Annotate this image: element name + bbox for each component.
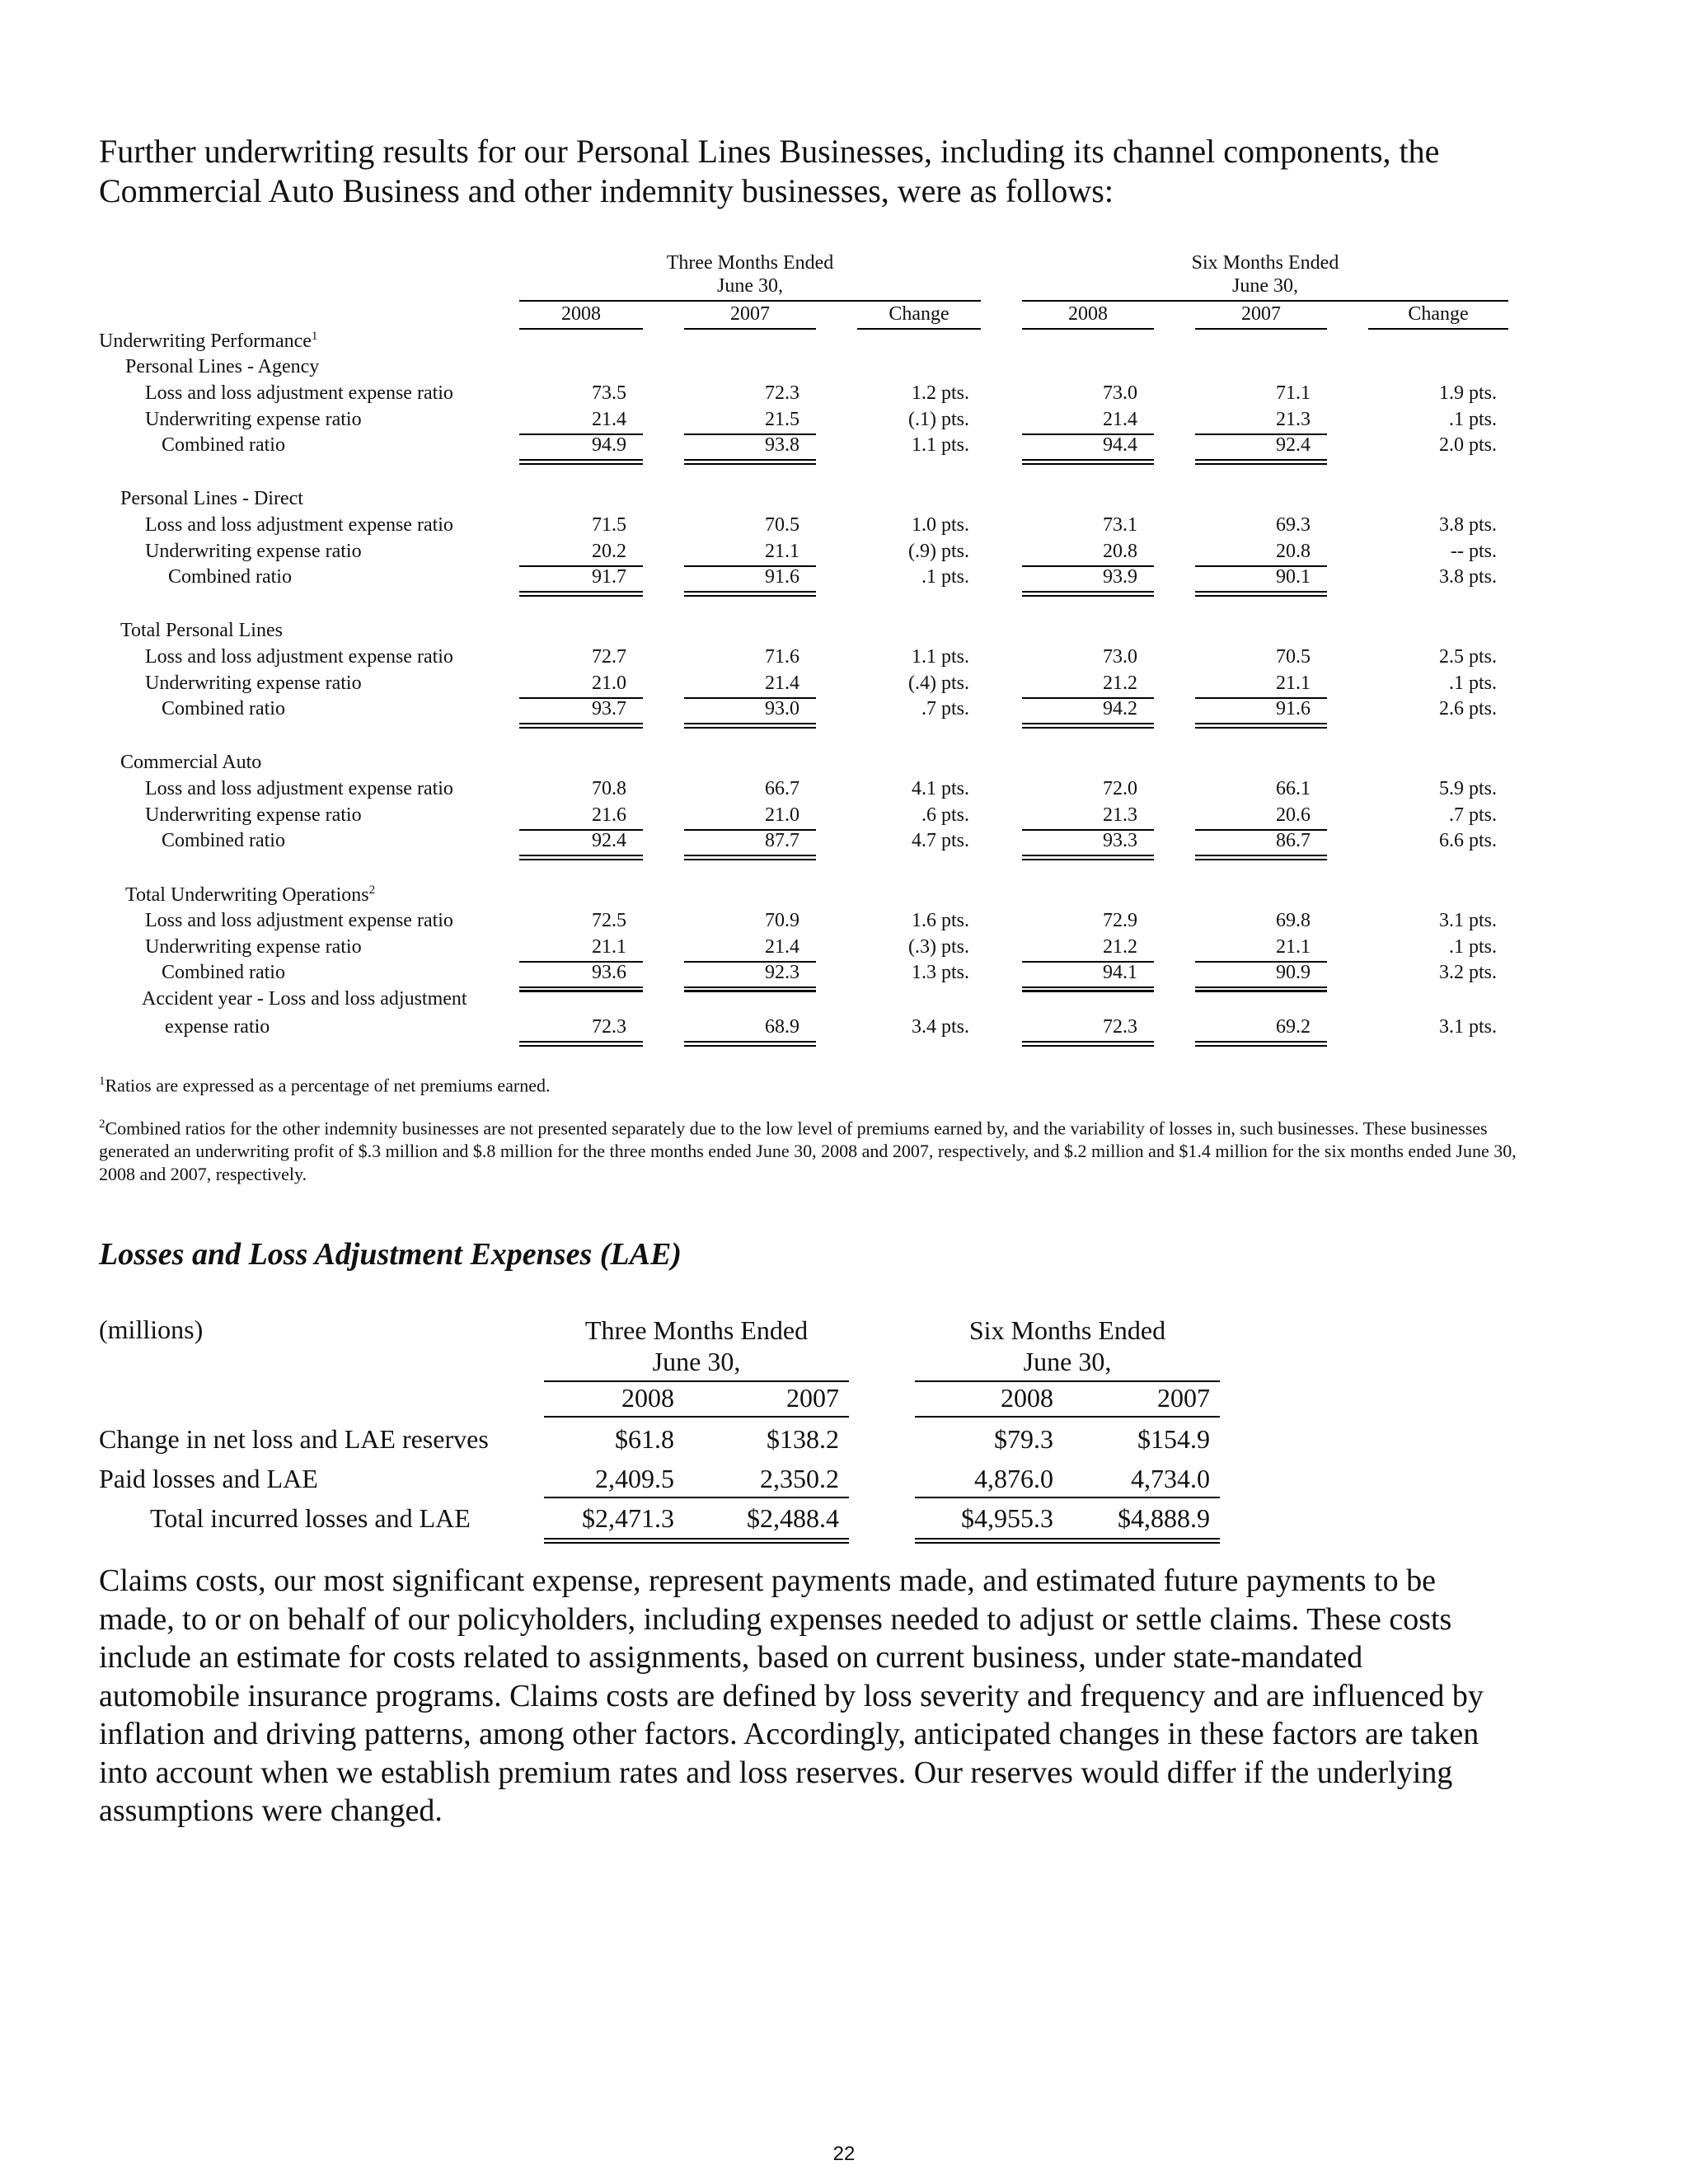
table2-cell: 4,876.0 — [974, 1464, 1053, 1493]
table1-cell: 20.8 — [1103, 540, 1137, 562]
table1-row-label: Combined ratio — [162, 962, 285, 983]
table1-cell: (.3) pts. — [908, 935, 969, 958]
table1-cell: 73.0 — [1103, 646, 1137, 668]
table2-group-header-2 — [915, 1315, 1220, 1377]
table1-cell: 20.6 — [1276, 804, 1311, 826]
table1-cell: 6.6 pts. — [1438, 830, 1497, 851]
accident-year-top-rule — [684, 990, 816, 991]
table1-cell: 94.4 — [1103, 434, 1137, 456]
table1-cell: 72.0 — [1103, 778, 1137, 799]
total-double-rule — [1022, 855, 1154, 860]
table1-cell: 69.8 — [1276, 910, 1311, 931]
table1-cell: 1.3 pts. — [911, 962, 969, 983]
col-header-rule — [1368, 328, 1508, 330]
accident-year-top-rule — [1022, 990, 1154, 991]
total-double-rule — [519, 459, 643, 465]
total-double-rule — [1022, 723, 1154, 729]
table1-cell: 69.2 — [1276, 1015, 1311, 1038]
total-double-rule — [684, 459, 816, 465]
table1-cell: (.1) pts. — [908, 408, 969, 430]
table1-cell: .1 pts. — [1448, 408, 1497, 430]
table1-group-header-1 — [519, 251, 981, 298]
table1-cell: 70.8 — [592, 778, 626, 799]
col-header-rule — [1195, 328, 1327, 330]
table1-cell: 1.9 pts. — [1438, 382, 1497, 404]
table1-cell: 3.8 pts. — [1438, 514, 1497, 536]
footnote-text: Ratios are expressed as a percentage of net premiums earned. — [105, 1075, 551, 1096]
group-header-line2: June 30, — [1023, 1347, 1112, 1376]
total-double-rule — [1195, 591, 1327, 597]
table1-cell: 90.1 — [1276, 566, 1311, 588]
table1-cell: 68.9 — [765, 1015, 799, 1038]
table1-row-label: Loss and loss adjustment expense ratio — [145, 646, 453, 668]
total-double-rule — [519, 855, 643, 860]
table1-section-title: Personal Lines - Agency — [125, 356, 320, 377]
table1-cell: .1 pts. — [1448, 935, 1497, 958]
table1-cell: 3.4 pts. — [911, 1015, 969, 1038]
table1-cell: 3.2 pts. — [1438, 962, 1497, 983]
table1-row-label: Underwriting expense ratio — [145, 408, 362, 430]
group-header-rule — [1022, 300, 1508, 302]
total-double-rule — [1022, 591, 1154, 597]
table1-col-header: Change — [1408, 303, 1469, 325]
total-double-rule — [684, 855, 816, 860]
col-header-rule — [519, 328, 643, 330]
table1-cell: 66.1 — [1276, 778, 1311, 799]
table2-cell: $2,488.4 — [747, 1503, 839, 1533]
group-header-line2: June 30, — [1232, 275, 1298, 297]
total-double-rule — [915, 1538, 1220, 1544]
table1-cell: 21.0 — [765, 804, 799, 826]
table1-cell: 71.1 — [1276, 382, 1311, 404]
table1-cell: 21.4 — [1103, 408, 1137, 430]
table1-row-label: Combined ratio — [162, 434, 285, 456]
table1-cell: 71.5 — [592, 514, 626, 536]
footnote-text: Combined ratios for the other indemnity businesses are not presented separately due to the low level of premiums earned by, and the variability of losses in, such businesses. These businesses generated an underwriting profit of $.3 million and $.8 million for the three months ended June 30, 2008 and 2007, respectively, and $.2 million and $1.4 million for the six months ended June 30, 2008 and 2007, respectively. — [99, 1118, 1517, 1185]
table1-cell: (.4) pts. — [908, 672, 969, 694]
table1-cell: 20.2 — [592, 540, 626, 562]
col-header-rule — [857, 328, 981, 330]
table1-cell: 21.2 — [1103, 935, 1137, 958]
table1-col-header: Change — [889, 303, 950, 325]
table2-cell: 2,350.2 — [760, 1464, 839, 1493]
table1-col-header: 2007 — [1241, 303, 1281, 325]
table1-cell: 73.1 — [1103, 514, 1137, 536]
table1-cell: 72.3 — [592, 1015, 626, 1038]
table1-cell: 21.3 — [1276, 408, 1311, 430]
table1-cell: 93.0 — [765, 698, 799, 719]
table1-cell: 73.5 — [592, 382, 626, 404]
table2-cell: $154.9 — [1137, 1424, 1210, 1454]
table2-cell: $4,955.3 — [961, 1503, 1053, 1533]
table2-cell: $61.8 — [615, 1424, 674, 1454]
table1-cell: 94.9 — [592, 434, 626, 456]
footnote-marker: 2 — [368, 883, 376, 897]
table1-cell: 21.6 — [592, 804, 626, 826]
table2-units-label: (millions) — [99, 1315, 204, 1344]
col-header-rule — [915, 1416, 1220, 1418]
footnote-1 — [99, 1070, 1517, 1097]
table1-cell: 93.6 — [592, 962, 626, 983]
table1-cell: 69.3 — [1276, 514, 1311, 536]
table1-group-header-2 — [1022, 251, 1508, 298]
table1-cell: 21.1 — [592, 935, 626, 958]
col-header-rule — [1022, 328, 1154, 330]
table1-col-header: 2008 — [1068, 303, 1108, 325]
table1-section-title: Personal Lines - Direct — [120, 488, 303, 509]
table1-cell: -- pts. — [1451, 540, 1497, 562]
table1-cell: 92.4 — [592, 830, 626, 851]
total-double-rule — [1195, 723, 1327, 729]
table1-col-header: 2008 — [561, 303, 601, 325]
section-title-lae: Losses and Loss Adjustment Expenses (LAE) — [99, 1237, 682, 1272]
table1-row-label: Loss and loss adjustment expense ratio — [145, 382, 453, 404]
total-double-rule — [1195, 855, 1327, 860]
table1-cell: 1.1 pts. — [911, 646, 969, 668]
table2-row-label: Change in net loss and LAE reserves — [99, 1424, 489, 1454]
table2-cell: $138.2 — [767, 1424, 839, 1454]
table1-cell: 3.1 pts. — [1438, 1015, 1497, 1038]
table1-cell: 93.3 — [1103, 830, 1137, 851]
table1-cell: 92.3 — [765, 962, 799, 983]
total-double-rule — [1195, 459, 1327, 465]
table1-cell: 1.0 pts. — [911, 514, 969, 536]
total-double-rule — [544, 1538, 849, 1544]
table1-title — [99, 330, 317, 353]
footnote-2 — [99, 1113, 1517, 1186]
accident-year-double-rule — [684, 1041, 816, 1047]
table2-col-header: 2008 — [621, 1383, 674, 1413]
table1-row-label: expense ratio — [165, 1015, 270, 1038]
group-header-rule — [544, 1380, 849, 1382]
table2-row-label: Total incurred losses and LAE — [150, 1503, 471, 1533]
group-header-rule — [915, 1380, 1220, 1382]
table1-cell: 72.5 — [592, 910, 626, 931]
table1-cell: 94.1 — [1103, 962, 1137, 983]
table1-row-label: Loss and loss adjustment expense ratio — [145, 514, 453, 536]
table1-cell: 72.7 — [592, 646, 626, 668]
table1-cell: 2.6 pts. — [1438, 698, 1497, 719]
table1-row-label: Combined ratio — [162, 830, 285, 851]
total-double-rule — [519, 591, 643, 597]
label-text: Total Underwriting Operations — [125, 884, 369, 906]
footnote-marker: 2 — [99, 1118, 106, 1131]
table2-col-header: 2007 — [786, 1383, 839, 1413]
accident-year-double-rule — [1022, 1041, 1154, 1047]
table1-cell: 94.2 — [1103, 698, 1137, 719]
table1-row-label: Underwriting expense ratio — [145, 672, 362, 694]
table1-cell: 3.8 pts. — [1438, 566, 1497, 588]
table1-cell: 93.8 — [765, 434, 799, 456]
table1-cell: .6 pts. — [921, 804, 969, 826]
table1-cell: 91.6 — [1276, 698, 1311, 719]
col-header-rule — [684, 328, 816, 330]
table1-cell: (.9) pts. — [908, 540, 969, 562]
table1-cell: 66.7 — [765, 778, 799, 799]
table2-row-label: Paid losses and LAE — [99, 1464, 318, 1493]
table1-cell: 21.5 — [765, 408, 799, 430]
table2-cell: $79.3 — [994, 1424, 1053, 1454]
table1-row-label: Loss and loss adjustment expense ratio — [145, 910, 453, 931]
table1-cell: 3.1 pts. — [1438, 910, 1497, 931]
table1-cell: 73.0 — [1103, 382, 1137, 404]
table2-col-header: 2008 — [1001, 1383, 1053, 1413]
group-header-rule — [519, 300, 981, 302]
table2-cell: 4,734.0 — [1131, 1464, 1210, 1493]
total-double-rule — [519, 723, 643, 729]
group-header-line2: June 30, — [652, 1347, 741, 1376]
table1-section-title: Commercial Auto — [120, 752, 262, 773]
table1-cell: 72.3 — [765, 382, 799, 404]
table1-cell: 21.4 — [765, 672, 799, 694]
group-header-line1: Three Months Ended — [666, 252, 834, 274]
table1-cell: 5.9 pts. — [1438, 778, 1497, 799]
table1-cell: 71.6 — [765, 646, 799, 668]
table1-cell: 92.4 — [1276, 434, 1311, 456]
table1-cell: .1 pts. — [921, 566, 969, 588]
table1-cell: 86.7 — [1276, 830, 1311, 851]
label-text: Underwriting Performance — [99, 330, 312, 352]
table1-row-label: Underwriting expense ratio — [145, 540, 362, 562]
table1-cell: .7 pts. — [921, 698, 969, 719]
table1-row-label: Underwriting expense ratio — [145, 804, 362, 826]
table1-section-title: Total Personal Lines — [120, 620, 283, 641]
table2-cell: 2,409.5 — [595, 1464, 674, 1493]
group-header-line2: June 30, — [717, 275, 783, 297]
table1-cell: 1.6 pts. — [911, 910, 969, 931]
table1-cell: 21.2 — [1103, 672, 1137, 694]
table1-cell: 70.9 — [765, 910, 799, 931]
table1-cell: 93.7 — [592, 698, 626, 719]
table1-cell: 21.3 — [1103, 804, 1137, 826]
table1-row-label: Accident year - Loss and loss adjustment — [142, 987, 467, 1010]
group-header-line1: Six Months Ended — [1191, 252, 1339, 274]
group-header-line1: Six Months Ended — [968, 1315, 1166, 1345]
table1-cell: .1 pts. — [1448, 672, 1497, 694]
subtotal-rule — [544, 1497, 849, 1498]
footnote-marker: 1 — [99, 1075, 106, 1088]
table1-cell: 1.1 pts. — [911, 434, 969, 456]
table1-cell: 70.5 — [765, 514, 799, 536]
table1-cell: 20.8 — [1276, 540, 1311, 562]
table1-cell: 21.1 — [1276, 672, 1311, 694]
table1-cell: 87.7 — [765, 830, 799, 851]
table1-cell: 2.5 pts. — [1438, 646, 1497, 668]
table1-cell: 2.0 pts. — [1438, 434, 1497, 456]
accident-year-double-rule — [1195, 1041, 1327, 1047]
accident-year-double-rule — [519, 1041, 643, 1047]
table1-cell: 72.9 — [1103, 910, 1137, 931]
table1-cell: 1.2 pts. — [911, 382, 969, 404]
table2-cell: $2,471.3 — [582, 1503, 674, 1533]
page-number: 22 — [832, 2143, 856, 2165]
table1-cell: 4.7 pts. — [911, 830, 969, 851]
table1-cell: .7 pts. — [1448, 804, 1497, 826]
table1-row-label: Underwriting expense ratio — [145, 935, 362, 958]
group-header-line1: Three Months Ended — [584, 1315, 809, 1345]
total-double-rule — [684, 591, 816, 597]
subtotal-rule — [915, 1497, 1220, 1498]
table1-cell: 21.0 — [592, 672, 626, 694]
table1-cell: 21.4 — [765, 935, 799, 958]
table1-cell: 21.1 — [1276, 935, 1311, 958]
accident-year-top-rule — [1195, 990, 1327, 991]
table1-cell: 4.1 pts. — [911, 778, 969, 799]
table1-cell: 21.4 — [592, 408, 626, 430]
total-double-rule — [1022, 459, 1154, 465]
claims-costs-paragraph: Claims costs, our most significant expense, represent payments made, and estimated future payments to be made, to or on behalf of our policyholders, including expenses needed to adjust or settle claims. These costs include an estimate for costs related to assignments, based on current business, under state-mandated automobile insurance programs. Claims costs are defined by loss severity and frequency and are influenced by inflation and driving patterns, among other factors. Accordingly, anticipated changes in these factors are taken into account when we establish premium rates and loss reserves. Our reserves would differ if the underlying assumptions were changed. — [99, 1563, 1484, 1828]
table1-cell: 91.6 — [765, 566, 799, 588]
table1-row-label: Loss and loss adjustment expense ratio — [145, 778, 453, 799]
table1-cell: 70.5 — [1276, 646, 1311, 668]
table1-row-label: Combined ratio — [168, 566, 292, 588]
table2-col-header: 2007 — [1157, 1383, 1210, 1413]
table1-cell: 90.9 — [1276, 962, 1311, 983]
footnote-marker: 1 — [311, 330, 318, 343]
table1-row-label: Combined ratio — [162, 698, 285, 719]
table1-cell: 93.9 — [1103, 566, 1137, 588]
table1-cell: 21.1 — [765, 540, 799, 562]
accident-year-top-rule — [519, 990, 643, 991]
table2-cell: $4,888.9 — [1118, 1503, 1210, 1533]
table1-col-header: 2007 — [730, 303, 770, 325]
table1-section-title — [125, 883, 375, 907]
total-double-rule — [684, 723, 816, 729]
table2-group-header-1 — [544, 1315, 849, 1377]
table1-cell: 91.7 — [592, 566, 626, 588]
col-header-rule — [544, 1416, 849, 1418]
table1-cell: 72.3 — [1103, 1015, 1137, 1038]
intro-paragraph: Further underwriting results for our Personal Lines Businesses, including its channel components, the Commercial Auto Business and other indemnity businesses, were as follows: — [99, 133, 1440, 209]
